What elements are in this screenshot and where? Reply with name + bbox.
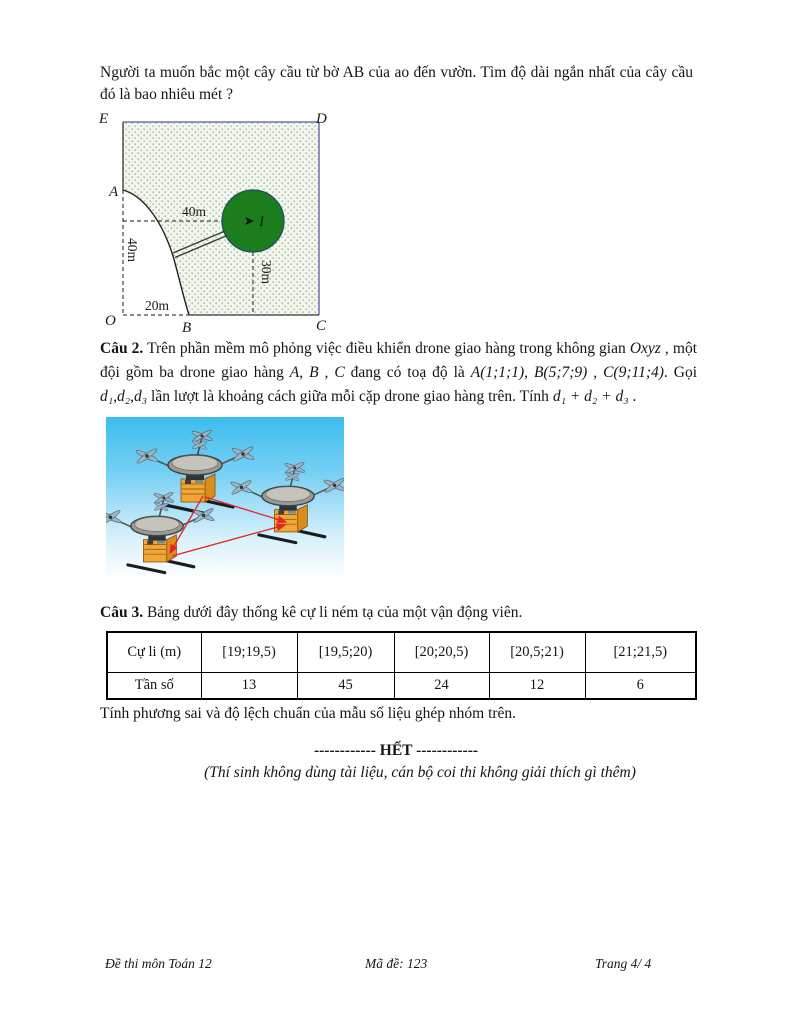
- question-2-label: Câu 2.: [100, 340, 144, 357]
- dim-40m-vertical: 40m: [125, 237, 140, 263]
- q2-coordinates: A(1;1;1), B(5;7;9) , C(9;11;4): [470, 364, 664, 381]
- table-header-distance: Cự li (m): [107, 632, 201, 673]
- q2-d-sum: d₁ + d₂ + d₃: [552, 388, 629, 405]
- label-D: D: [316, 111, 327, 127]
- label-A: A: [109, 184, 119, 200]
- question-3: [100, 602, 693, 624]
- end-marker: ------------ HẾT ------------: [313, 742, 479, 759]
- label-B: B: [182, 320, 192, 336]
- table-cell: 13: [201, 673, 297, 700]
- drone-illustration: [106, 417, 344, 589]
- q2-text-4: . Gọi: [663, 364, 697, 381]
- table-cell: 12: [489, 673, 585, 700]
- q2-d-list: d₁,d₂,d₃: [100, 388, 148, 405]
- q2-text-1: Trên phần mềm mô phỏng việc điều khiển drone giao hàng trong không gian: [143, 340, 630, 357]
- table-cell: 45: [297, 673, 394, 700]
- question-2: [100, 337, 697, 409]
- q3-text: Bảng dưới đây thống kê cự li ném tạ của một vận động viên.: [143, 604, 523, 621]
- table-cell: [21;21,5): [585, 632, 696, 673]
- dim-20m-horizontal: 20m: [144, 298, 170, 313]
- table-header-frequency: Tần số: [107, 673, 201, 700]
- label-I: I: [259, 214, 264, 230]
- q2-text-3: đang có toạ độ là: [344, 364, 471, 381]
- table-cell: [19;19,5): [201, 632, 297, 673]
- table-cell: [20;20,5): [394, 632, 489, 673]
- table-cell: 6: [585, 673, 696, 700]
- footer-exam-name: Đề thi môn Toán 12: [105, 956, 212, 971]
- question-3-label: Câu 3.: [100, 604, 144, 621]
- table-row-frequency: [107, 673, 696, 700]
- table-cell: 24: [394, 673, 489, 700]
- footer-page-number: Trang 4/ 4: [595, 956, 652, 971]
- garden-pond-figure: [95, 110, 335, 340]
- end-note: (Thí sinh không dùng tài liệu, cán bộ coi thi không giải thích gì thêm): [204, 764, 636, 781]
- q2-oxyz: Oxyz: [629, 340, 661, 357]
- frequency-table: [106, 631, 697, 700]
- label-C: C: [316, 318, 327, 334]
- dim-30m-vertical: 30m: [259, 259, 274, 285]
- table-row-distance: [107, 632, 696, 673]
- variance-instruction: Tính phương sai và độ lệch chuẩn của mẫu số liệu ghép nhóm trên.: [100, 705, 517, 722]
- dim-40m-horizontal: 40m: [181, 204, 207, 219]
- q2-text-5: lần lượt là khoảng cách giữa mỗi cặp drone giao hàng trên. Tính: [147, 388, 553, 405]
- table-cell: [19,5;20): [297, 632, 394, 673]
- q2-abc: A, B , C: [289, 364, 345, 381]
- intro-paragraph: Người ta muốn bắc một cây cầu từ bờ AB của ao đến vườn. Tìm độ dài ngắn nhất của cây cầu đó là bao nhiêu mét ?: [100, 64, 693, 103]
- table-cell: [20,5;21): [489, 632, 585, 673]
- q2-text-6: .: [628, 388, 637, 405]
- label-O: O: [105, 313, 116, 329]
- label-E: E: [99, 111, 109, 127]
- q2-text-2: , một đội gồm ba drone giao hàng: [100, 340, 697, 381]
- footer-exam-code: Mã đề: 123: [365, 956, 428, 971]
